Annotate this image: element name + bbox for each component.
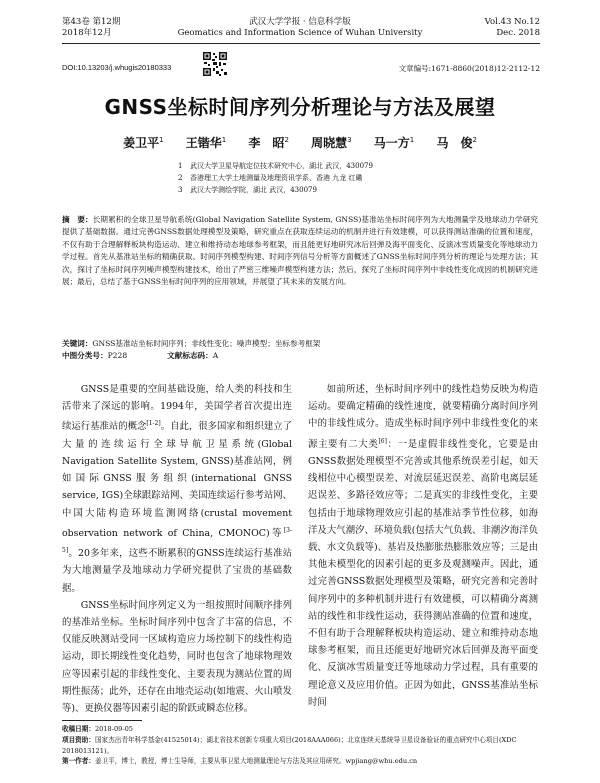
author: 马一方$^1$ [373,136,415,150]
clc-value: P228 [107,351,128,360]
author: 王锴华$^1$ [185,136,227,150]
journal-en: Geomatics and Information Science of Wuhan University [177,28,423,38]
author: 姜卫平$^1$ [123,136,164,150]
date-en: Dec. 2018 [496,28,540,38]
author: 李 昭$^2$ [248,136,289,150]
date-cn: 2018年12月 [62,28,112,38]
author-list [0,134,600,151]
affiliations [178,160,373,196]
paragraph: GNSS是重要的空间基础设施，给人类的科技和生活带来了深远的影响。1994年，美国学者首次提出连续运行基准站的概念[1-2]。自此，很多国家和组织建立了大量的连续运行全球导航卫星系统(Global Navigation Satellite System, GNSS)基准站网，例如国际GNSS服务组织(international GNSS service, IGS)全球跟踪站网、美国连续运行参考站网、中国大陆构造环境监测网络(crustal movement observation network of China, CMONOC)等[3-5]。20多年来，这些不断累积的GNSS连续运行基准站为大地测量学及地球动力学研究提供了宝贵的基础数据。 [62,384,292,594]
footnote-first-author: 第一作者：姜卫平，博士，教授，博士生导师，主要从事卫星大地测量理论与方法及其应用研究。wpjiang@whu.edu.cn [62,757,418,766]
footnote-rule [62,720,142,721]
paragraph: GNSS坐标时间序列定义为一组按照时间顺序排列的基准站坐标。坐标时间序列中包含了丰富的信息，不仅能反映测站受同一区域构造应力场控制下的线性构造运动，即长期线性变化趋势，同时也包含了地球物理效应等因素引起的非线性变化、主要表现为测站位置的周期性振荡；此外，还存在由地壳运动(如地震、火山喷发等)、更换仪器等因素引起的阶跃或瞬态位移。 [62,599,292,715]
journal-issue-right [485,17,540,39]
article-number: 文章编号:1671-8860(2018)12-2112-12 [398,64,540,73]
keywords-text: GNSS基准站坐标时间序列；非线性变化；噪声模型；坐标参考框架 [92,339,321,348]
classification [62,350,218,362]
header-rule [62,43,540,44]
qr-code-icon [202,51,228,77]
doc-code-label: 文献标志码： [167,351,213,360]
body-column-right [308,381,538,711]
journal-cn: 武汉大学学报 · 信息科学版 [249,17,351,27]
author: 周晓慧$^3$ [311,136,352,150]
affiliation: 2 香港理工大学土地测量及地理资讯学系，香港 九龙 红磡 [178,174,363,182]
keywords [62,338,538,350]
affiliation: 3 武汉大学测绘学院，湖北 武汉，430079 [178,186,317,194]
author: 马 俊$^2$ [436,136,477,150]
doc-code-value: A [212,351,219,360]
body-column-left [62,381,292,717]
paragraph: 如前所述，坐标时间序列中的线性趋势反映为构造运动。要确定精确的线性速度，就要精确分离时间序列中的非线性成分。造成坐标时间序列中非线性变化的来源主要有二大类[6]：一是虚假非线性变化，它要是由GNSS数据处理模型不完善或其他系统误差引起，如天线相位中心模型误差、对流层延迟误差、高阶电离层延迟误差、多路径效应等；二是真实的非线性变化，主要包括由于地球物理效应引起的基准站季节性位移，如海洋及大气潮汐、环境负载(包括大气负载、非潮汐海洋负载、水文负载等)、基岩及热膨胀热膨胀效应等；三是由其他未模型化的因素引起的更多及观测噪声。因此，通过完善GNSS数据处理模型及策略，研究完善和完善时间序列中的多种机制并进行有效建模，可以精确分离测站的线性和非线性运动，获得测站准确的位置和速度，不但有助于合理解释板块构造运动、建立和维持动态地球参考框架，而且还能更好地研究冰后回弹及海平面变化、反演冰雪质量变迁等地球动力学过程，具有重要的理论意义及应用价值。正因为如此，GNSS基准站坐标时间 [308,384,538,708]
footnotes [62,724,540,767]
doi: DOI:10.13203/j.whugis20180333 [62,63,172,72]
abstract-label: 摘 要： [62,215,93,224]
affiliation: 1 武汉大学卫星导航定位技术研究中心，湖北 武汉，430079 [178,162,373,170]
volume-en: Vol.43 No.12 [484,17,540,27]
abstract-text: 长期累积的全球卫星导航系统(Global Navigation Satellite System, GNSS)基准站坐标时间序列为大地测量学及地球动力学研究提供了基础数据。通过完善GNSS数据处理模型及策略，研究重点在获取连续运动的机制并进行有效建模，可以获得测站准确的位置和速度，不仅有助于合理解释板块构造运动、建立和维持动态地球参考框架，而且能更好地研究冰后回弹及海平面变化、反演冰雪质量变化等地球动力学过程。首先从基准站坐标的精确获取、时间序列模型构建、时间序列信号分析等方面概述了GNSS坐标时间序列分析的理论与处理方法；其次，探讨了坐标时间序列噪声模型构建技术，给出了严密三维噪声模型构建方法；然后，探究了坐标时间序列中非线性变化成因的机制研究进展；最后，总结了基于GNSS坐标时间序列的应用领域，并展望了其未来的发展方向。 [62,215,538,287]
volume-cn: 第43卷 第12期 [62,17,121,27]
abstract [62,214,538,288]
footnote-received: 收稿日期：2018-09-05 [62,725,133,733]
paper-title: GNSS坐标时间序列分析理论与方法及展望 [104,95,496,119]
clc-label: 中图分类号： [62,351,108,360]
footnote-funding: 项目资助：国家杰出青年科学基金(41525014)；湖北省技术创新专项重大项目(2018AAA066)；北京连续天基统导卫星设备验证的重点研究中心项目(XDC 2018013121)。 [62,735,517,755]
keywords-label: 关键词： [62,339,93,348]
